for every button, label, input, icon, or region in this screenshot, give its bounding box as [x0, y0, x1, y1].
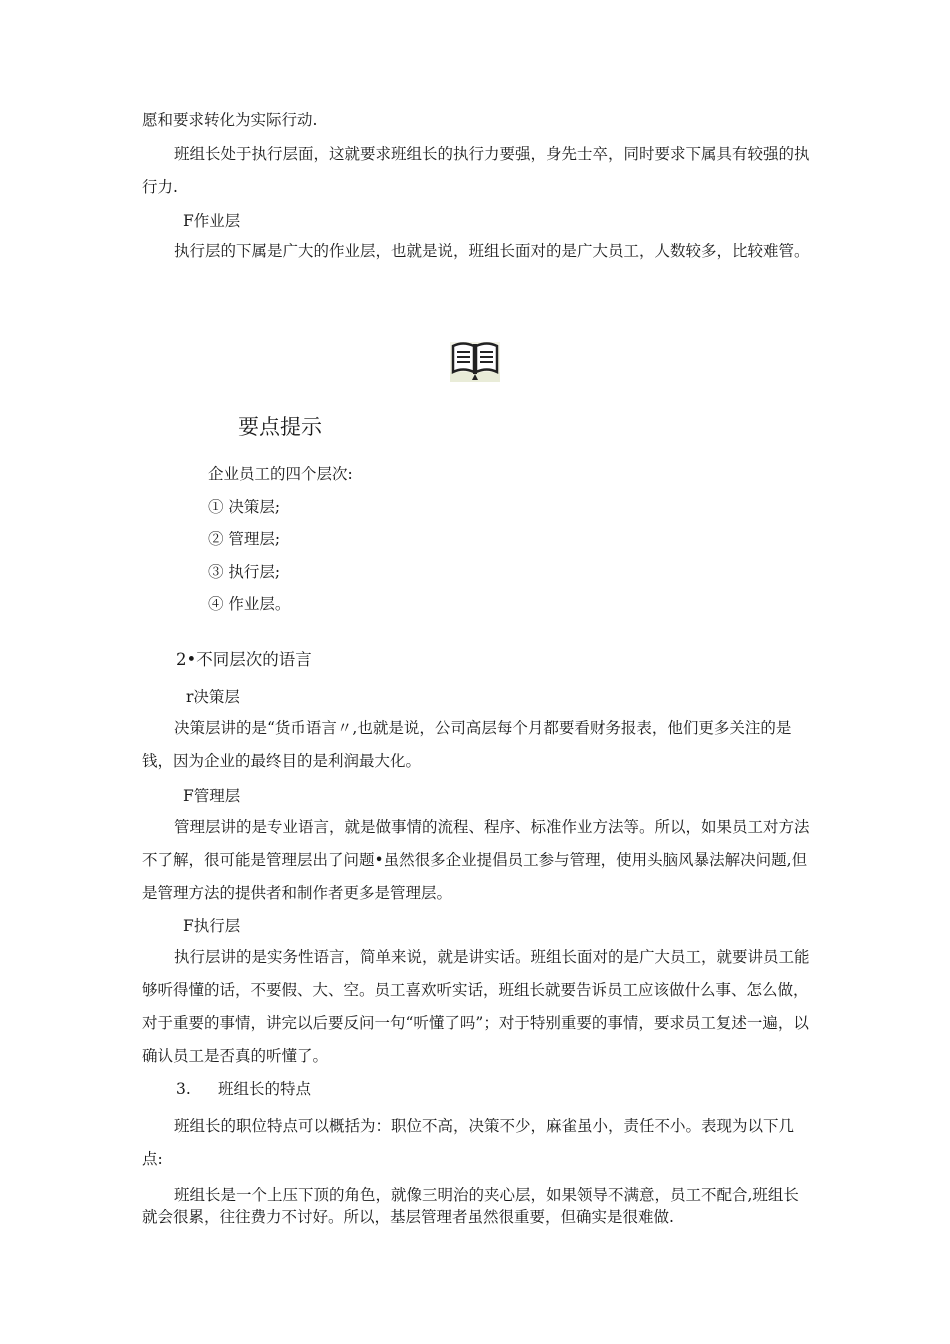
section-3-heading — [176, 1076, 311, 1102]
subheading-management-layer: F管理层 — [183, 787, 241, 805]
paragraph-execution-layer: 执行层讲的是实务性语言，简单来说，就是讲实话。班组长面对的是广大员工，就要讲员工能够听得懂的话，不要假、大、空。员工喜欢听实话，班组长就要告诉员工应该做什么事、怎么做，对于重要的事情，讲完以后要反问一句“听懂了吗”；对于特别重要的事情，要求员工复述一遍，以确认员工是否真的听懂了。 — [142, 948, 810, 1065]
paragraph-team-leader-execution: 班组长处于执行层面，这就要求班组长的执行力要强，身先士卒，同时要求下属具有较强的执行力. — [142, 145, 810, 196]
subheading-execution-layer: F执行层 — [183, 917, 241, 935]
paragraph-continuation: 愿和要求转化为实际行动. — [142, 111, 318, 129]
section-3-title: 班组长的特点 — [218, 1080, 312, 1098]
tips-item: ③ 执行层; — [208, 562, 281, 581]
tips-intro: 企业员工的四个层次: — [208, 465, 353, 483]
tips-item: ④ 作业层。 — [208, 595, 291, 613]
open-book-icon — [450, 340, 500, 382]
section-3-number: 3. — [176, 1080, 191, 1098]
tips-title: 要点提示 — [238, 415, 322, 439]
tips-list — [208, 458, 353, 621]
section-2-heading: 2•不同层次的语言 — [176, 650, 312, 669]
subheading-operation-layer: F作业层 — [183, 212, 241, 230]
tips-item: ① 决策层; — [208, 497, 281, 516]
paragraph-management-layer: 管理层讲的是专业语言，就是做事情的流程、程序、标准作业方法等。所以，如果员工对方法不了解，很可能是管理层出了问题•虽然很多企业提倡员工参与管理，使用头脑风暴法解决问题,但是管理方法的提供者和制作者更多是管理层。 — [142, 818, 810, 902]
tips-item: ② 管理层; — [208, 530, 281, 548]
paragraph-operation-layer: 执行层的下属是广大的作业层，也就是说，班组长面对的是广大员工，人数较多，比较难管。 — [174, 242, 810, 260]
paragraph-sandwich-role: 班组长是一个上压下顶的角色，就像三明治的夹心层，如果领导不满意，员工不配合,班组长就会很累，往往费力不讨好。所以，基层管理者虽然很重要，但确实是很难做. — [142, 1186, 799, 1226]
subheading-decision-layer: r决策层 — [186, 688, 240, 706]
paragraph-team-leader-traits: 班组长的职位特点可以概括为：职位不高，决策不少，麻雀虽小，责任不小。表现为以下几点: — [142, 1117, 795, 1168]
paragraph-decision-layer: 决策层讲的是“货币语言〃,也就是说，公司高层每个月都要看财务报表，他们更多关注的是钱，因为企业的最终目的是利润最大化。 — [142, 719, 792, 770]
